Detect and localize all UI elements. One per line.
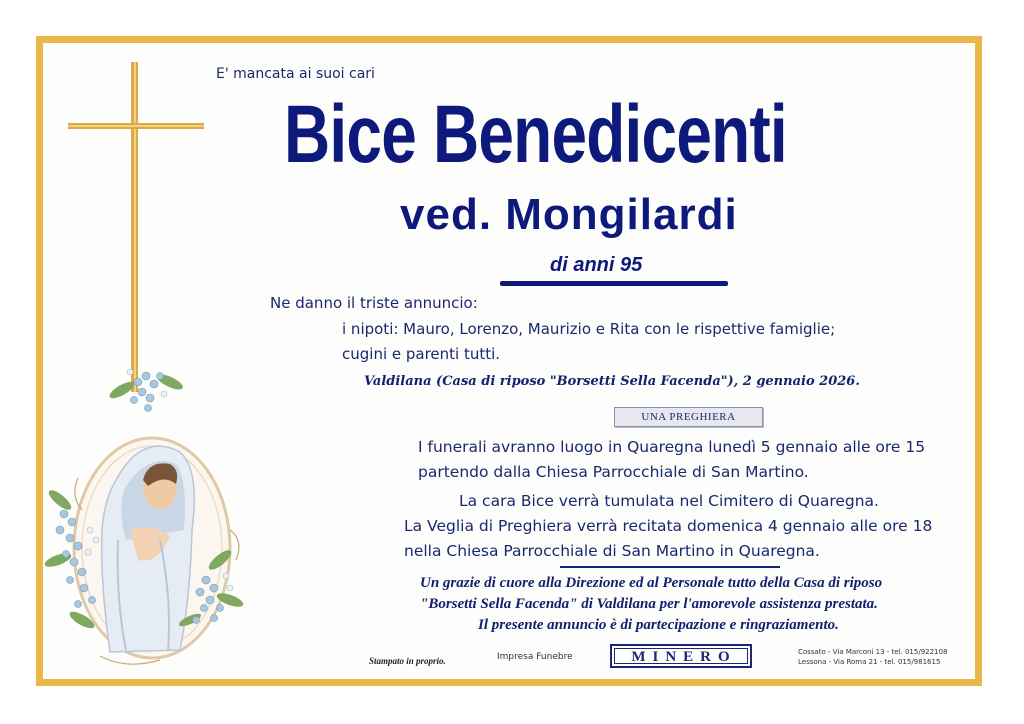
thanks-line-1: Un grazie di cuore alla Direzione ed al Personale tutto della Casa di riposo bbox=[420, 575, 883, 591]
funeral-line-2: partendo dalla Chiesa Parrocchiale di San Martino. bbox=[418, 463, 809, 481]
announce-text: Ne danno il triste annuncio: bbox=[270, 294, 478, 312]
divider-line bbox=[560, 566, 780, 568]
funeral-line-1: I funerali avranno luogo in Quaregna lunedì 5 gennaio alle ore 15 bbox=[418, 438, 926, 456]
thanks-line-2: "Borsetti Sella Facenda" di Valdilana per l'amorevole assistenza prestata. bbox=[420, 596, 878, 612]
family-line-2: cugini e parenti tutti. bbox=[342, 345, 501, 363]
company-logo-text: MINERO bbox=[614, 648, 748, 664]
age-text: di anni 95 bbox=[550, 254, 643, 276]
company-label: Impresa Funebre bbox=[497, 652, 573, 662]
company-logo bbox=[610, 644, 752, 668]
intro-text: E' mancata ai suoi cari bbox=[216, 66, 375, 82]
vigil-line-2: nella Chiesa Parrocchiale di San Martino in Quaregna. bbox=[404, 542, 820, 560]
address-line-1: Cossato - Via Marconi 13 - tel. 015/922108 bbox=[798, 648, 948, 656]
family-line-1: i nipoti: Mauro, Lorenzo, Maurizio e Rita con le rispettive famiglie; bbox=[342, 320, 836, 338]
age-underline bbox=[500, 281, 728, 286]
place-date: Valdilana (Casa di riposo "Borsetti Sella Facenda"), 2 gennaio 2026. bbox=[364, 374, 860, 389]
thanks-line-3: Il presente annuncio è di partecipazione e ringraziamento. bbox=[478, 617, 839, 633]
deceased-name: Bice Benedicenti bbox=[284, 89, 787, 180]
madonna-cross-illustration bbox=[30, 60, 270, 690]
burial-line: La cara Bice verrà tumulata nel Cimitero di Quaregna. bbox=[459, 492, 879, 510]
prayer-button[interactable]: UNA PREGHIERA bbox=[614, 407, 763, 427]
address-line-2: Lessona - Via Roma 21 - tel. 015/981615 bbox=[798, 658, 941, 666]
vigil-line-1: La Veglia di Preghiera verrà recitata domenica 4 gennaio alle ore 18 bbox=[404, 517, 933, 535]
widow-of: ved. Mongilardi bbox=[400, 190, 738, 239]
cross-icon bbox=[68, 62, 204, 392]
printed-note: Stampato in proprio. bbox=[369, 656, 446, 666]
